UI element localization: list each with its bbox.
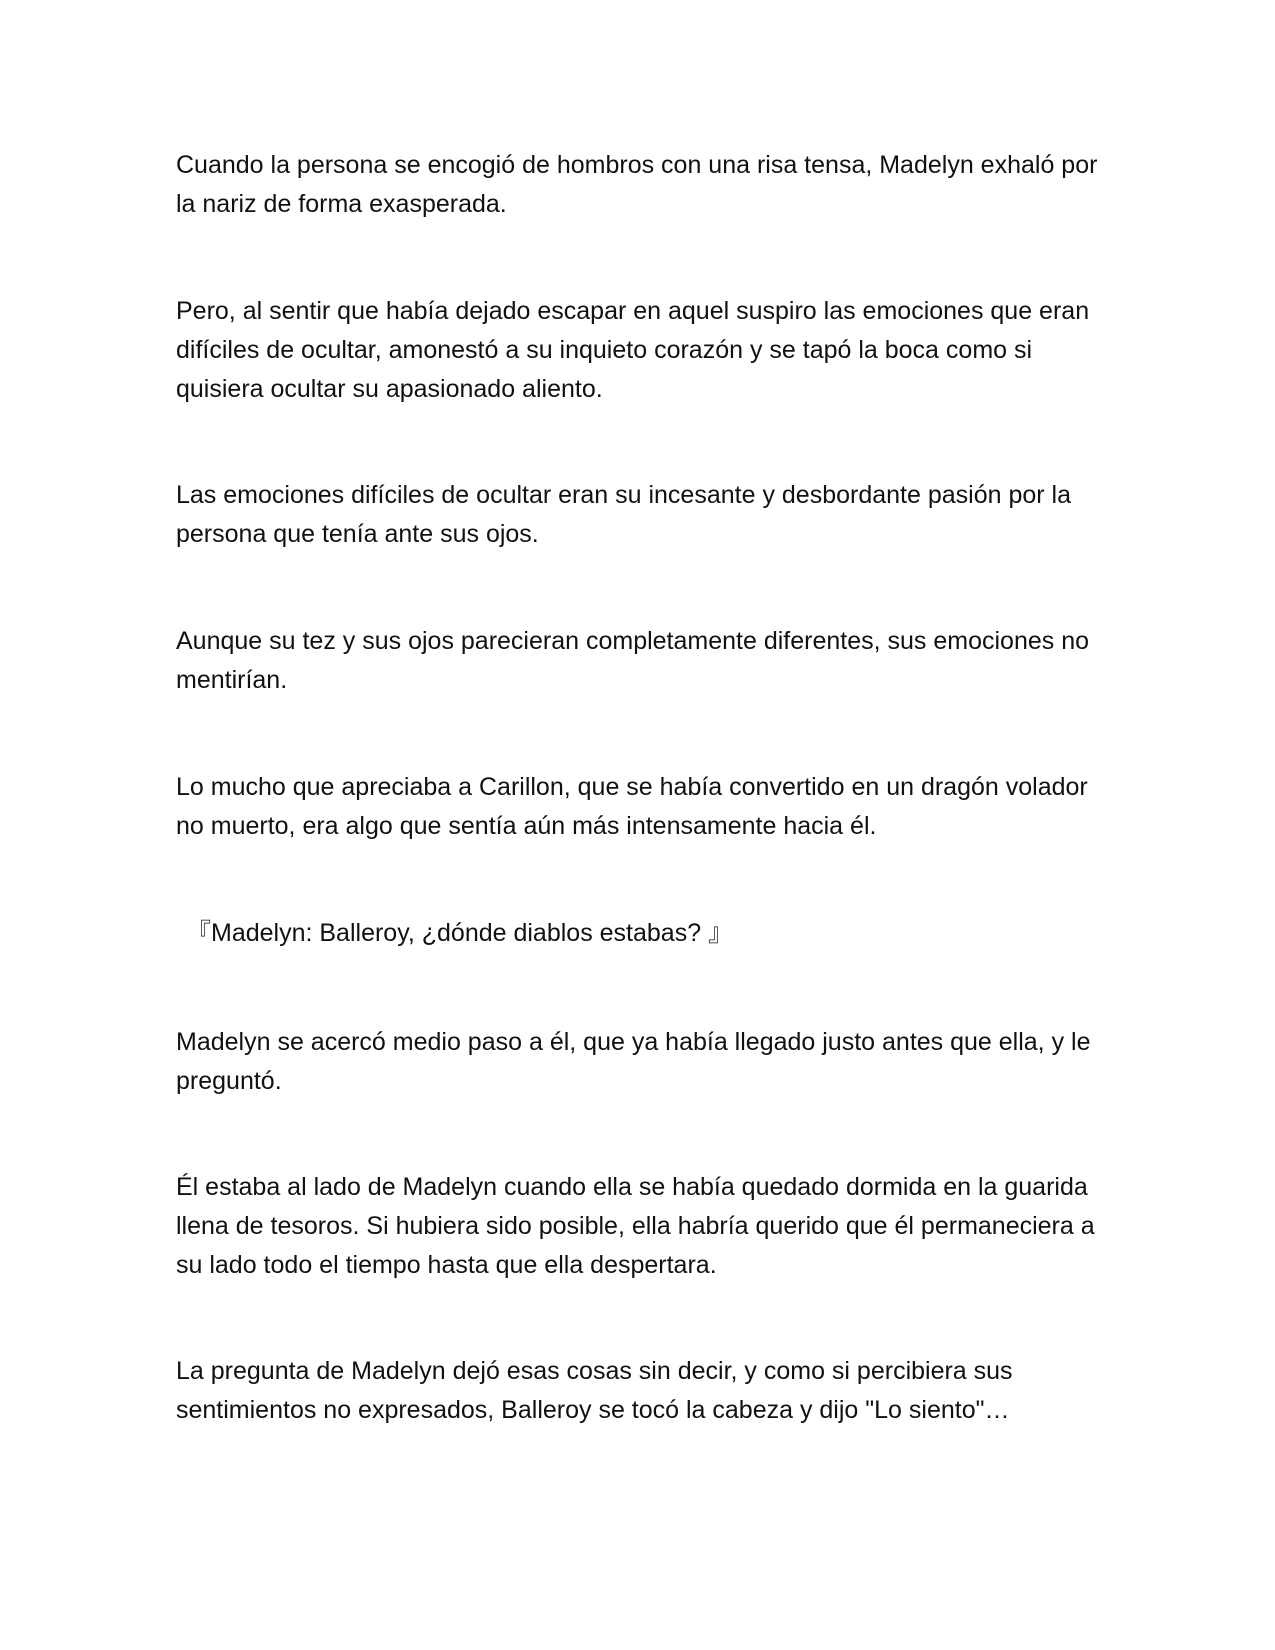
paragraph-4: Aunque su tez y sus ojos parecieran completamente diferentes, sus emociones no mentirían. bbox=[176, 627, 1090, 694]
paragraph-2: Pero, al sentir que había dejado escapar en aquel suspiro las emociones que eran difíciles de ocultar, amonestó a su inquieto corazón y se tapó la boca como si quisiera ocultar su apasionado aliento. bbox=[176, 297, 1090, 403]
paragraph-5: Lo mucho que apreciaba a Carillon, que se había convertido en un dragón volador no muerto, era algo que sentía aún más intensamente hacia él. bbox=[176, 773, 1088, 840]
paragraph-7: Él estaba al lado de Madelyn cuando ella se había quedado dormida en la guarida llena de tesoros. Si hubiera sido posible, ella habría querido que él permaneciera a su lado todo el tiempo hasta que ella despertara. bbox=[176, 1173, 1095, 1279]
paragraph-8: La pregunta de Madelyn dejó esas cosas sin decir, y como si percibiera sus sentimientos no expresados, Balleroy se tocó la cabeza y dijo "Lo siento"… bbox=[176, 1357, 1013, 1424]
paragraph-1: Cuando la persona se encogió de hombros con una risa tensa, Madelyn exhaló por la nariz de forma exasperada. bbox=[176, 151, 1098, 218]
dialogue-line: 『Madelyn: Balleroy, ¿dónde diablos estabas? 』 bbox=[186, 919, 734, 947]
paragraph-3: Las emociones difíciles de ocultar eran su incesante y desbordante pasión por la persona que tenía ante sus ojos. bbox=[176, 481, 1071, 548]
paragraph-6: Madelyn se acercó medio paso a él, que ya había llegado justo antes que ella, y le preguntó. bbox=[176, 1028, 1091, 1095]
